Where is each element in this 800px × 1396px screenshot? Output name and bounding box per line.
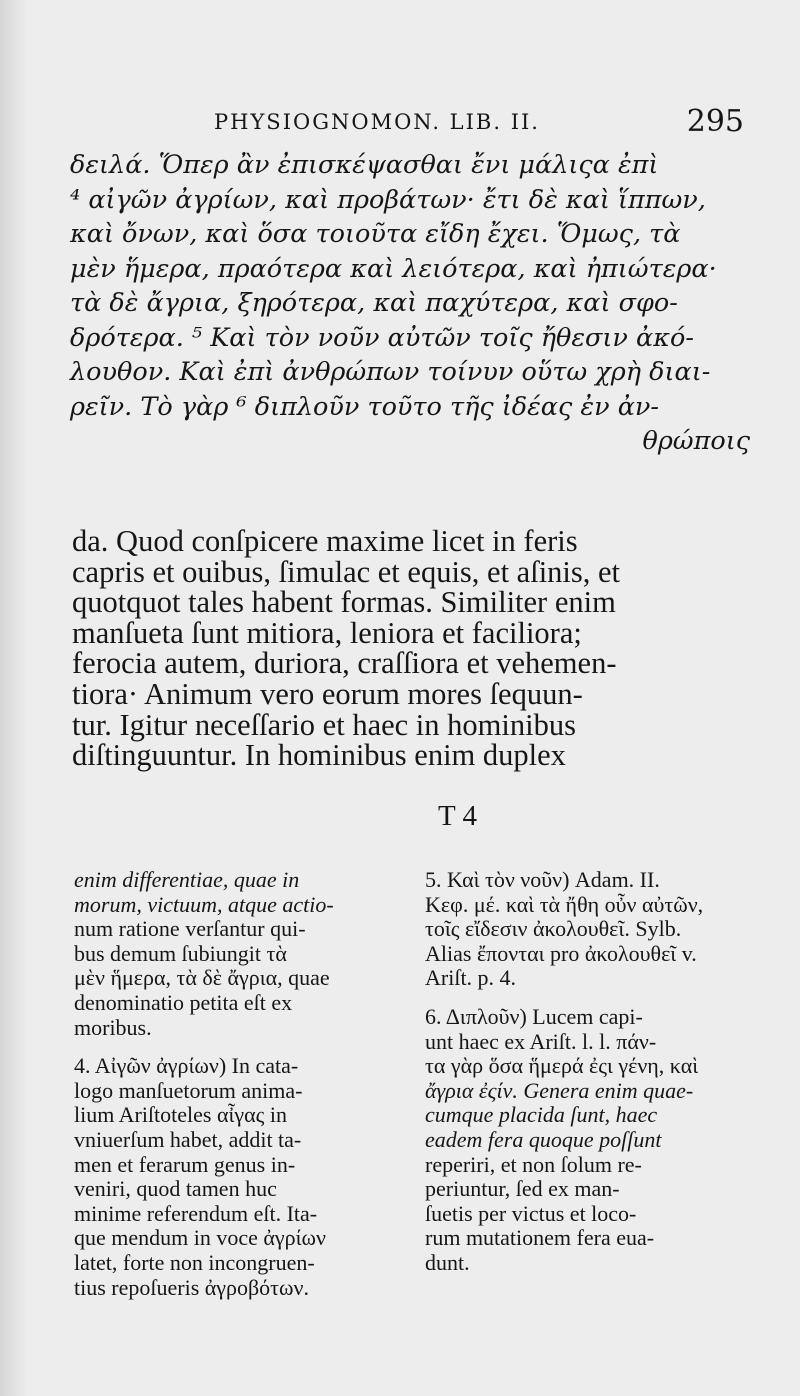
footnote-6-line: ſuetis per victus et loco- (425, 1200, 637, 1226)
footnote-6-line: τα γὰρ ὅσα ἥμερά ἐςι γένη, καὶ (425, 1053, 699, 1079)
latin-line: capris et ouibus, ſimulac et equis, et aſinis, et (72, 554, 621, 589)
footnote-5-line: Alias ἔπονται pro ἀκολουθεῖ v. (425, 940, 697, 966)
page-gutter-shadow (0, 0, 28, 1396)
footnote-4-line: que mendum in voce ἀγρίων (74, 1225, 326, 1251)
footnote-4-line: vniuerſum habet, addit ta- (74, 1126, 302, 1152)
footnote-4-line: veniri, quod tamen huc (74, 1176, 277, 1202)
footnote-4-line: men et ferarum genus in- (74, 1151, 296, 1177)
footnote-line: bus demum ſubiungit τὰ (74, 940, 287, 966)
greek-text-block (70, 148, 750, 459)
greek-line: καὶ ὄνων, καὶ ὅσα τοιοῦτα εἴδη ἔχει. Ὅμως, τὰ (70, 219, 681, 249)
footnote-5-line: Ariſt. p. 4. (425, 965, 517, 991)
footnotes-left-column (74, 868, 394, 1300)
footnote-4-line: latet, forte non incongruen- (74, 1249, 315, 1275)
footnote-4-line: tius repoſueris ἀγροβότων. (74, 1274, 309, 1300)
greek-line: δειλά. Ὅπερ ἂν ἐπισκέψασθαι ἔνι μάλιςα ἐπὶ (70, 150, 659, 180)
footnote-6-line: ἄγρια ἐςίν. Genera enim quae- (425, 1077, 694, 1103)
running-title: PHYSIOGNOMON. LIB. II. (214, 110, 540, 134)
page-header (214, 104, 744, 144)
footnote-4-line: minime referendum eſt. Ita- (74, 1200, 318, 1226)
footnote-6-line: rum mutationem fera eua- (425, 1225, 655, 1251)
footnote-line: enim differentiae, quae in (74, 867, 300, 892)
latin-line: quotquot tales habent formas. Similiter enim (72, 585, 616, 620)
footnote-6-line: reperiri, et non ſolum re- (425, 1151, 642, 1177)
footnote-line: num ratione verſantur qui- (74, 916, 306, 942)
latin-line: diſtinguuntur. In hominibus enim duplex (72, 738, 566, 773)
footnote-6-line: unt haec ex Ariſt. l. l. πάν- (425, 1028, 657, 1054)
greek-line: ρεῖν. Τὸ γὰρ ⁶ διπλοῦν τοῦτο τῆς ἰδέας ἐν ἀν- (70, 391, 660, 422)
signature-mark: T 4 (438, 800, 477, 832)
greek-line: μὲν ἥμερα, πραότερα καὶ λειότερα, καὶ ἠπιώτερα· (70, 253, 717, 284)
footnote-6-line: dunt. (425, 1249, 470, 1275)
footnote-line: μὲν ἥμερα, τὰ δὲ ἄγρια, quae (74, 965, 330, 991)
footnote-line: moribus. (74, 1014, 152, 1040)
footnote-gap (74, 1040, 394, 1054)
footnote-4-line: 4. Αἰγῶν ἀγρίων) In cata- (74, 1053, 299, 1079)
greek-last-line: θρώποις (642, 426, 750, 456)
footnote-5-line: τοῖς εἴδεσιν ἀκολουθεῖ. Sylb. (425, 916, 682, 942)
footnote-6-line: periuntur, ſed ex man- (425, 1176, 620, 1202)
footnote-6-line: 6. Διπλοῦν) Lucem capi- (425, 1003, 643, 1029)
latin-line: da. Quod conſpicere maxime licet in feris (72, 524, 578, 558)
footnote-line: denominatio petita eſt ex (74, 989, 293, 1015)
latin-line: manſueta ſunt mitiora, leniora et faciliora; (72, 615, 582, 650)
page-number: 295 (686, 104, 744, 139)
footnotes-right-column (425, 868, 750, 1276)
footnote-5-line: 5. Καὶ τὸν νοῦν) Adam. II. (425, 867, 660, 892)
latin-text-block (72, 526, 742, 771)
latin-line: ferocia autem, duriora, craſſiora et vehemen- (72, 646, 617, 681)
latin-line: tiora· Animum vero eorum mores ſequun- (72, 676, 583, 711)
latin-line: tur. Igitur neceſſario et haec in hominibus (72, 707, 576, 742)
footnote-gap (425, 991, 750, 1005)
footnote-6-line: cumque placida ſunt, haec (425, 1102, 658, 1128)
greek-line: δρότερα. ⁵ Καὶ τὸν νοῦν αὐτῶν τοῖς ἤθεσιν ἀκό- (70, 322, 694, 353)
greek-line: λουθον. Καὶ ἐπὶ ἀνθρώπων τοίνυν οὕτω χρὴ διαι- (70, 357, 711, 387)
footnote-6-line: eadem fera quoque poſſunt (425, 1126, 662, 1152)
footnote-line: morum, victuum, atque actio- (74, 891, 334, 917)
footnote-5-line: Κεφ. μέ. καὶ τὰ ἤθη οὖν αὐτῶν, (425, 891, 704, 917)
greek-line: ⁴ αἰγῶν ἀγρίων, καὶ προβάτων· ἔτι δὲ καὶ ἵππων, (70, 184, 706, 215)
footnote-4-line: logo manſuetorum anima- (74, 1077, 303, 1103)
greek-line: τὰ δὲ ἄγρια, ξηρότερα, καὶ παχύτερα, καὶ σφο- (70, 288, 678, 318)
footnote-4-line: lium Ariſtoteles αἶγας in (74, 1102, 288, 1128)
